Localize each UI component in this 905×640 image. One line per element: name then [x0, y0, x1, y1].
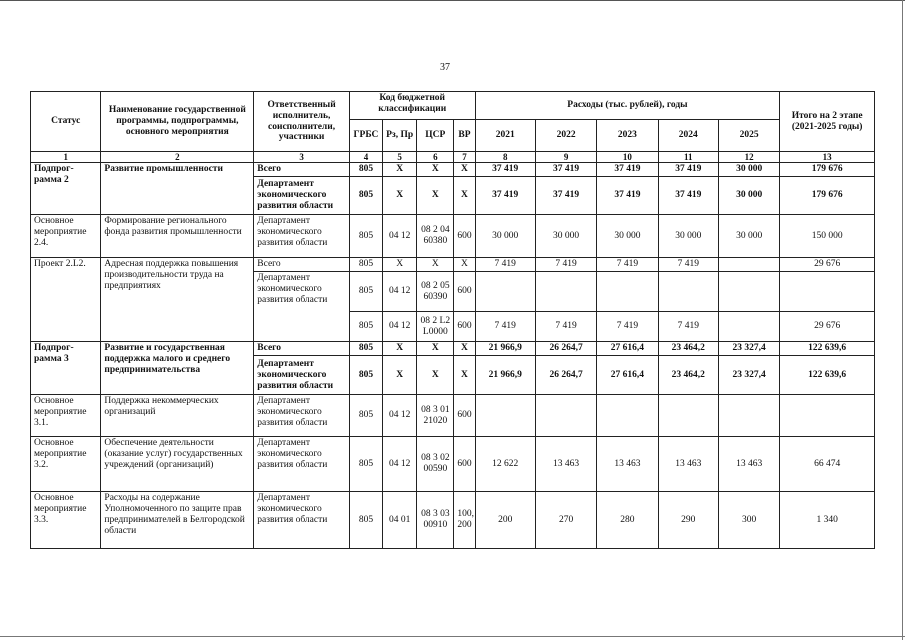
cell-csr: 08 3 01 21020 [417, 395, 454, 437]
cell-rzpr: 04 12 [383, 312, 417, 342]
row-status: Подпрог-рамма 2 [31, 163, 101, 215]
row-responsible: Департамент экономического развития области [254, 492, 350, 549]
cell-rzpr: Х [383, 342, 417, 356]
cell-csr: 08 2 L2 L0000 [417, 312, 454, 342]
column-number: 5 [383, 152, 417, 163]
cell-2021: 37 419 [475, 177, 535, 215]
budget-table [30, 91, 875, 549]
cell-total: 179 676 [780, 163, 875, 177]
row-responsible: Департамент экономического развития области [254, 437, 350, 492]
cell-rzpr: Х [383, 163, 417, 177]
column-number-row [31, 152, 875, 163]
cell-2024: 7 419 [658, 258, 718, 272]
cell-total: 29 676 [780, 258, 875, 272]
column-number: 7 [454, 152, 475, 163]
cell-grbs: 805 [349, 177, 382, 215]
header-year: 2023 [597, 120, 658, 152]
column-number: 4 [349, 152, 382, 163]
cell-total: 66 474 [780, 437, 875, 492]
cell-vr: Х [454, 342, 475, 356]
row-responsible: Департамент экономического развития области [254, 177, 350, 215]
column-number: 8 [475, 152, 535, 163]
header-status: Статус [31, 92, 101, 152]
column-number: 10 [597, 152, 658, 163]
cell-csr: 08 2 04 60380 [417, 215, 454, 258]
cell-2025: 30 000 [718, 163, 779, 177]
cell-csr: Х [417, 177, 454, 215]
header-budget-code: Код бюджетной классификации [349, 92, 475, 120]
table-row-m33 [31, 492, 875, 549]
row-responsible: Департамент экономического развития области [254, 272, 350, 342]
header-rzpr: Рз, Пр [383, 120, 417, 152]
cell-2023: 37 419 [597, 163, 658, 177]
table-row-sub2-total [31, 163, 875, 177]
cell-2024: 37 419 [658, 163, 718, 177]
cell-2023: 7 419 [597, 258, 658, 272]
row-status: Проект 2.L2. [31, 258, 101, 342]
cell-2024: 37 419 [658, 177, 718, 215]
column-number: 11 [658, 152, 718, 163]
cell-2024 [658, 272, 718, 312]
cell-grbs: 805 [349, 272, 382, 312]
cell-2024: 23 464,2 [658, 356, 718, 395]
cell-2021 [475, 395, 535, 437]
cell-2025 [718, 312, 779, 342]
cell-csr: 08 2 05 60390 [417, 272, 454, 312]
column-number: 1 [31, 152, 101, 163]
cell-total: 122 639,6 [780, 356, 875, 395]
cell-2022: 13 463 [535, 437, 596, 492]
cell-2021: 21 966,9 [475, 342, 535, 356]
cell-2025: 30 000 [718, 177, 779, 215]
header-year: 2021 [475, 120, 535, 152]
column-number: 2 [101, 152, 254, 163]
row-responsible: Всего [254, 342, 350, 356]
column-number: 9 [535, 152, 596, 163]
cell-rzpr: 04 12 [383, 437, 417, 492]
cell-2025: 300 [718, 492, 779, 549]
header-year: 2025 [718, 120, 779, 152]
page-edge-top [0, 0, 905, 2]
cell-2024 [658, 395, 718, 437]
cell-2021: 37 419 [475, 163, 535, 177]
cell-2022: 7 419 [535, 258, 596, 272]
row-status: Подпрог-рамма 3 [31, 342, 101, 395]
cell-2024: 30 000 [658, 215, 718, 258]
cell-grbs: 805 [349, 258, 382, 272]
cell-csr: Х [417, 163, 454, 177]
row-name: Формирование регионального фонда развития промышленности [101, 215, 254, 258]
cell-csr: Х [417, 258, 454, 272]
row-status: Основное мероприятие 3.1. [31, 395, 101, 437]
cell-2022: 30 000 [535, 215, 596, 258]
cell-grbs: 805 [349, 312, 382, 342]
page-number: 37 [440, 62, 450, 73]
cell-rzpr: Х [383, 177, 417, 215]
header-total: Итого на 2 этапе (2021-2025 годы) [780, 92, 875, 152]
header-responsible: Ответственный исполнитель, соисполнители, участники [254, 92, 350, 152]
cell-2025: 30 000 [718, 215, 779, 258]
cell-total [780, 272, 875, 312]
cell-2023 [597, 272, 658, 312]
cell-2022: 37 419 [535, 177, 596, 215]
row-responsible: Департамент экономического развития области [254, 395, 350, 437]
cell-2025: 13 463 [718, 437, 779, 492]
cell-2021 [475, 272, 535, 312]
cell-2023: 13 463 [597, 437, 658, 492]
cell-2025 [718, 258, 779, 272]
cell-vr: Х [454, 356, 475, 395]
header-year: 2022 [535, 120, 596, 152]
row-name: Обеспечение деятельности (оказание услуг) государственных учреждений (организаций) [101, 437, 254, 492]
cell-rzpr: Х [383, 258, 417, 272]
header-expenses: Расходы (тыс. рублей), годы [475, 92, 780, 120]
cell-2022 [535, 272, 596, 312]
row-status: Основное мероприятие 2.4. [31, 215, 101, 258]
cell-grbs: 805 [349, 492, 382, 549]
row-responsible: Всего [254, 163, 350, 177]
cell-2025 [718, 272, 779, 312]
cell-2023: 30 000 [597, 215, 658, 258]
cell-2023: 37 419 [597, 177, 658, 215]
cell-vr: Х [454, 163, 475, 177]
cell-vr: 600 [454, 215, 475, 258]
cell-grbs: 805 [349, 395, 382, 437]
column-number: 3 [254, 152, 350, 163]
cell-2021: 7 419 [475, 258, 535, 272]
column-number: 13 [780, 152, 875, 163]
cell-2025 [718, 395, 779, 437]
cell-vr: 600 [454, 272, 475, 312]
cell-vr: 600 [454, 437, 475, 492]
row-name: Расходы на содержание Уполномоченного по защите прав предпринимателей в Белгородской области [101, 492, 254, 549]
cell-2023: 27 616,4 [597, 342, 658, 356]
cell-total: 1 340 [780, 492, 875, 549]
row-name: Адресная поддержка повышения производительности труда на предприятиях [101, 258, 254, 342]
cell-vr: Х [454, 177, 475, 215]
cell-rzpr: 04 01 [383, 492, 417, 549]
cell-2023: 280 [597, 492, 658, 549]
cell-2022: 270 [535, 492, 596, 549]
cell-csr: Х [417, 356, 454, 395]
cell-rzpr: 04 12 [383, 215, 417, 258]
cell-2025: 23 327,4 [718, 356, 779, 395]
table-row-sub3-total [31, 342, 875, 356]
header-year: 2024 [658, 120, 718, 152]
header-csr: ЦСР [417, 120, 454, 152]
row-responsible: Всего [254, 258, 350, 272]
cell-2023: 7 419 [597, 312, 658, 342]
cell-csr: 08 3 02 00590 [417, 437, 454, 492]
cell-vr: 100, 200 [454, 492, 475, 549]
cell-2024: 23 464,2 [658, 342, 718, 356]
cell-csr: 08 3 03 00910 [417, 492, 454, 549]
cell-csr: Х [417, 342, 454, 356]
cell-total: 29 676 [780, 312, 875, 342]
cell-rzpr: 04 12 [383, 272, 417, 312]
cell-total: 150 000 [780, 215, 875, 258]
header-name: Наименование государственной программы, подпрограммы, основного мероприятия [101, 92, 254, 152]
cell-2021: 12 622 [475, 437, 535, 492]
cell-2021: 30 000 [475, 215, 535, 258]
cell-total: 179 676 [780, 177, 875, 215]
header-row-1 [31, 92, 875, 120]
page-edge-right [902, 0, 904, 640]
cell-total [780, 395, 875, 437]
cell-2022: 26 264,7 [535, 342, 596, 356]
column-number: 6 [417, 152, 454, 163]
cell-grbs: 805 [349, 215, 382, 258]
row-responsible: Департамент экономического развития области [254, 356, 350, 395]
cell-2025: 23 327,4 [718, 342, 779, 356]
cell-2021: 21 966,9 [475, 356, 535, 395]
cell-rzpr: 04 12 [383, 395, 417, 437]
cell-vr: Х [454, 258, 475, 272]
page-edge-bottom [0, 636, 905, 638]
cell-2022: 7 419 [535, 312, 596, 342]
cell-2021: 7 419 [475, 312, 535, 342]
cell-2022: 37 419 [535, 163, 596, 177]
row-name: Развитие промышленности [101, 163, 254, 215]
cell-2022: 26 264,7 [535, 356, 596, 395]
cell-grbs: 805 [349, 342, 382, 356]
table-row-m24 [31, 215, 875, 258]
table-row-m32 [31, 437, 875, 492]
cell-grbs: 805 [349, 356, 382, 395]
cell-2024: 290 [658, 492, 718, 549]
row-status: Основное мероприятие 3.2. [31, 437, 101, 492]
cell-total: 122 639,6 [780, 342, 875, 356]
row-name: Поддержка некоммерческих организаций [101, 395, 254, 437]
cell-2022 [535, 395, 596, 437]
column-number: 12 [718, 152, 779, 163]
cell-2024: 13 463 [658, 437, 718, 492]
header-vr: ВР [454, 120, 475, 152]
row-status: Основное мероприятие 3.3. [31, 492, 101, 549]
cell-2024: 7 419 [658, 312, 718, 342]
cell-grbs: 805 [349, 163, 382, 177]
cell-2021: 200 [475, 492, 535, 549]
cell-vr: 600 [454, 312, 475, 342]
cell-vr: 600 [454, 395, 475, 437]
cell-2023 [597, 395, 658, 437]
table-row-p2l2-total [31, 258, 875, 272]
cell-grbs: 805 [349, 437, 382, 492]
row-name: Развитие и государственная поддержка малого и среднего предпринимательства [101, 342, 254, 395]
header-grbs: ГРБС [349, 120, 382, 152]
table-row-m31 [31, 395, 875, 437]
row-responsible: Департамент экономического развития области [254, 215, 350, 258]
cell-rzpr: Х [383, 356, 417, 395]
cell-2023: 27 616,4 [597, 356, 658, 395]
